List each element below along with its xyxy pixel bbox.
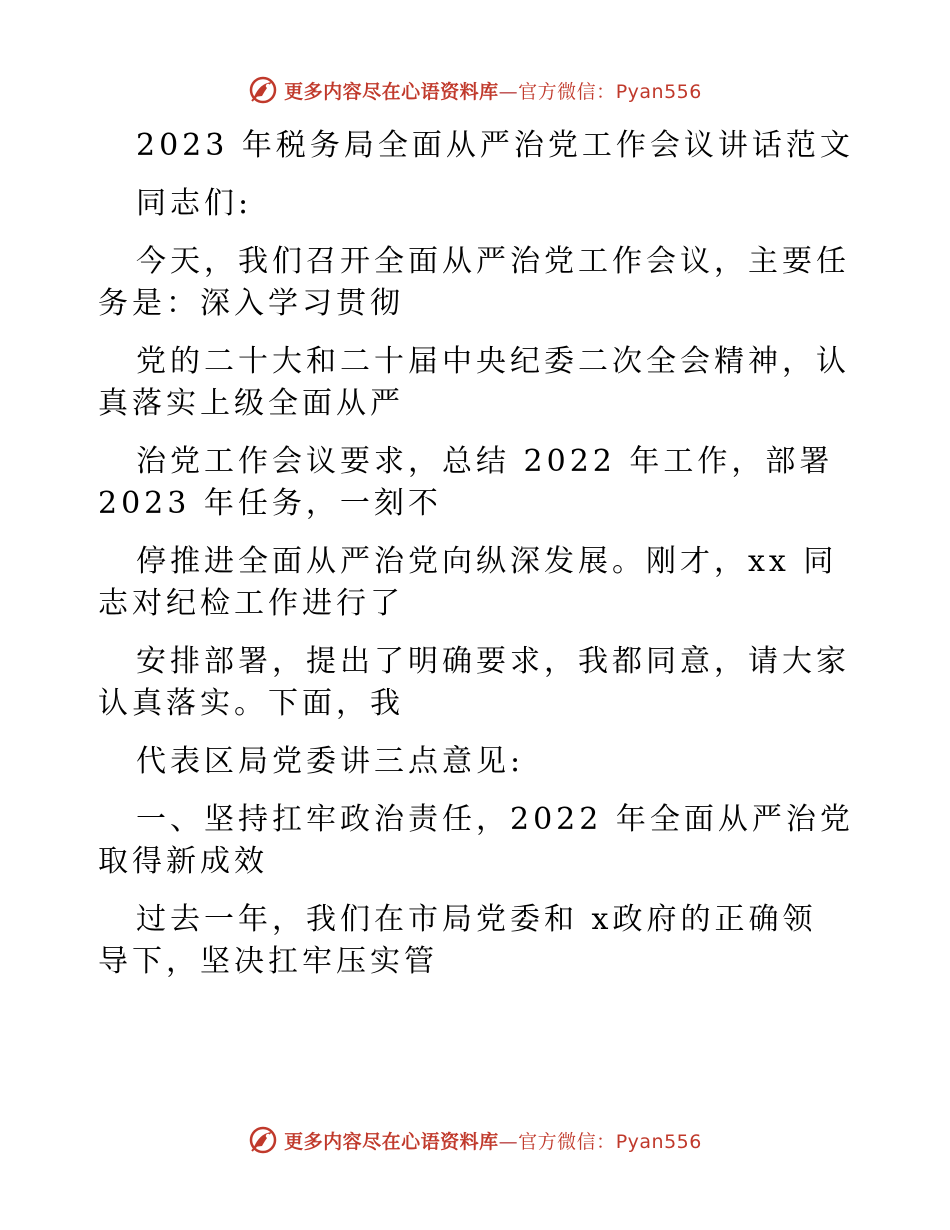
watermark-lead: 更多内容尽在心语资料库 xyxy=(284,80,499,103)
watermark-dash: — xyxy=(498,80,519,103)
watermark-text xyxy=(284,1127,702,1154)
watermark-lead: 更多内容尽在心语资料库 xyxy=(284,1130,499,1153)
document-title: 2023 年税务局全面从严治党工作会议讲话范文 xyxy=(136,128,854,163)
brand-logo-icon xyxy=(248,75,278,105)
watermark-dash: — xyxy=(498,1130,519,1153)
salutation: 同志们: xyxy=(136,186,253,221)
text-line: 过去一年，我们在市局党委和 x政府的正确领 xyxy=(136,902,817,937)
watermark-footer xyxy=(0,1120,950,1160)
text-line: 务是：深入学习贯彻 xyxy=(98,286,404,321)
text-line: 安排部署，提出了明确要求，我都同意，请大家 xyxy=(136,644,850,679)
text-line: 2023 年任务，一刻不 xyxy=(98,486,442,521)
watermark-wechat-id: Pyan556 xyxy=(615,80,702,103)
watermark-wechat-label: 官方微信： xyxy=(518,1130,616,1153)
text-line: 代表区局党委讲三点意见: xyxy=(136,744,525,779)
section-heading-cont: 取得新成效 xyxy=(98,844,268,879)
document-body xyxy=(98,125,858,983)
brand-logo-icon xyxy=(248,1125,278,1155)
watermark-wechat-id: Pyan556 xyxy=(615,1130,702,1153)
section-heading: 一、坚持扛牢政治责任，2022 年全面从严治党 xyxy=(136,802,854,837)
text-line: 认真落实。下面，我 xyxy=(98,686,404,721)
text-line: 今天，我们召开全面从严治党工作会议，主要任 xyxy=(136,244,850,279)
text-line: 党的二十大和二十届中央纪委二次全会精神，认 xyxy=(136,344,850,379)
watermark-wechat-label: 官方微信： xyxy=(518,80,616,103)
text-line: 治党工作会议要求，总结 2022 年工作，部署 xyxy=(136,444,834,479)
text-line: 停推进全面从严治党向纵深发展。刚才，xx 同 xyxy=(136,544,838,579)
watermark-header xyxy=(0,70,950,110)
watermark-text xyxy=(284,77,702,104)
text-line: 志对纪检工作进行了 xyxy=(98,586,404,621)
text-line: 真落实上级全面从严 xyxy=(98,386,404,421)
text-line: 导下，坚决扛牢压实管 xyxy=(98,944,438,979)
